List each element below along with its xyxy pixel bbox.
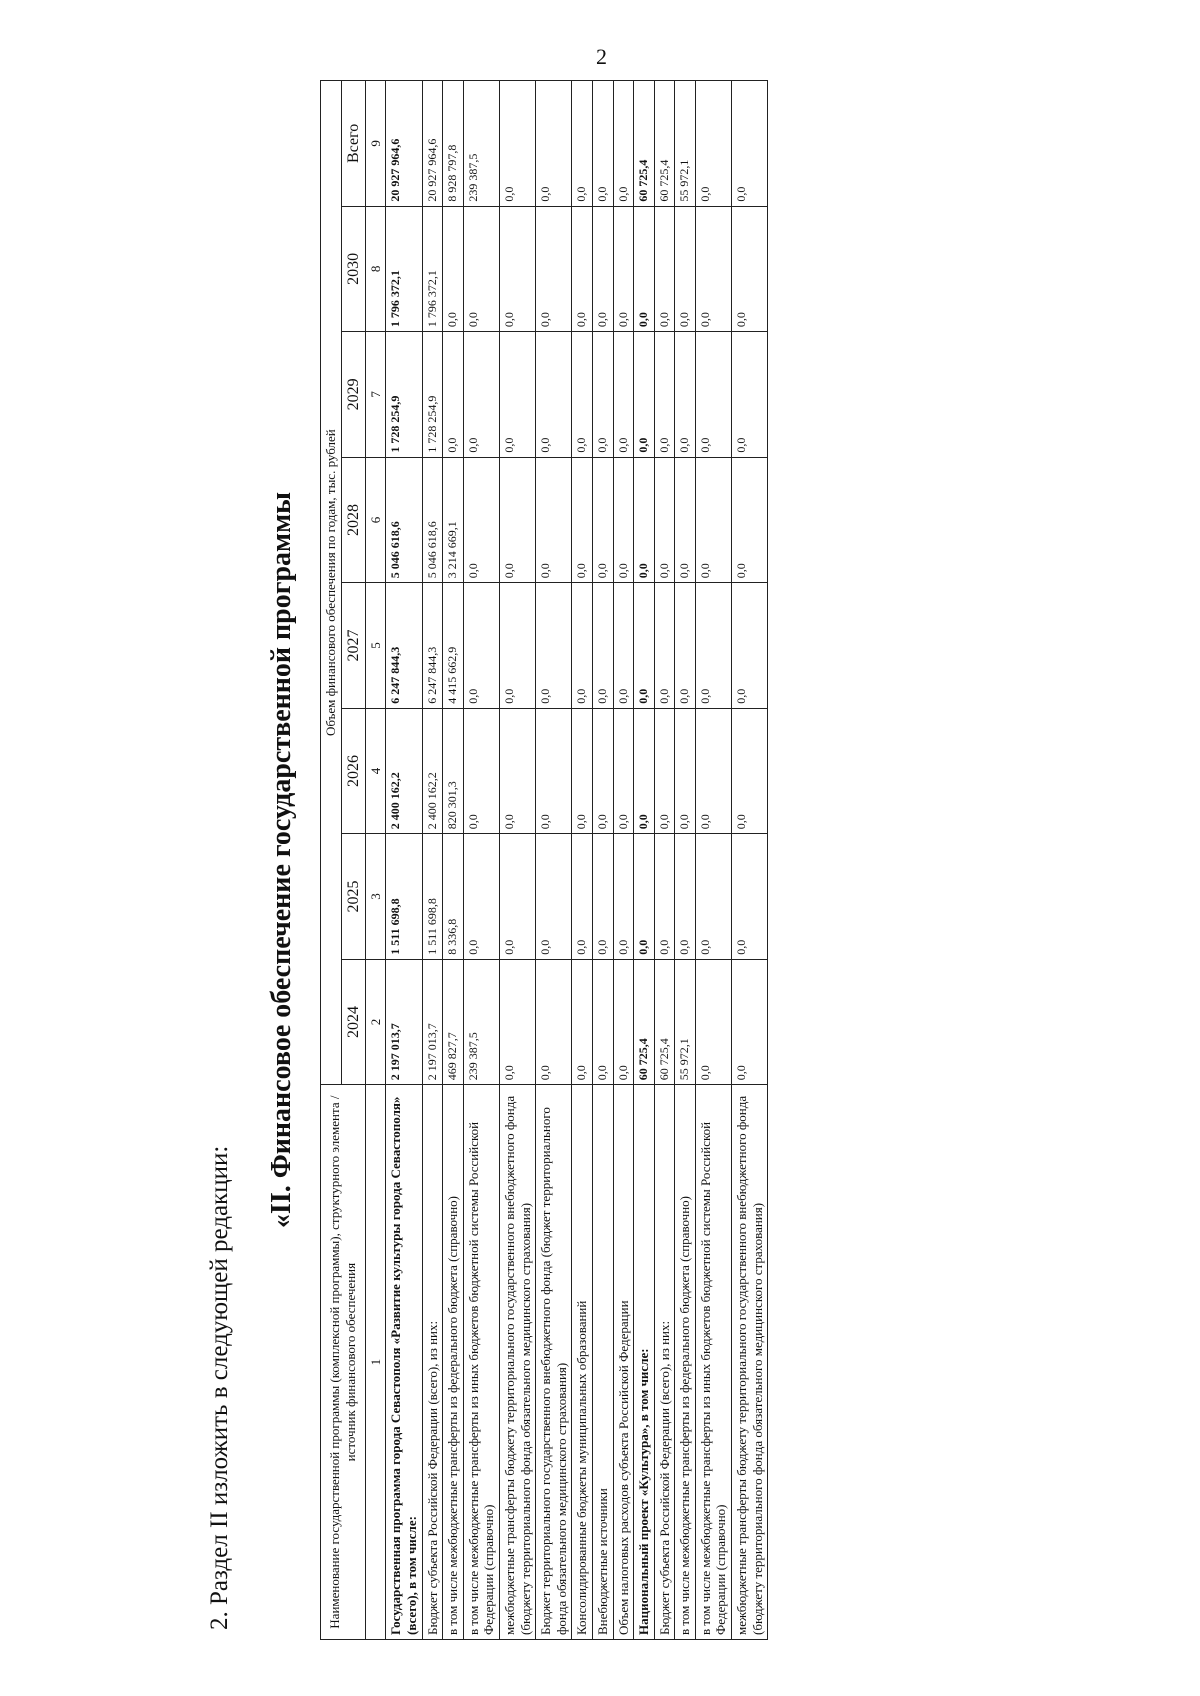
value-cell: 0,0 (536, 457, 572, 583)
value-cell: 0,0 (634, 457, 655, 583)
year-header: Всего (341, 81, 365, 207)
column-number: 2 (365, 959, 386, 1085)
value-cell: 0,0 (572, 708, 593, 834)
column-number: 1 (365, 1085, 386, 1640)
value-cell: 0,0 (536, 708, 572, 834)
value-cell: 0,0 (572, 834, 593, 960)
table-row (463, 81, 499, 1640)
financing-table (320, 80, 768, 1640)
value-cell: 0,0 (499, 834, 535, 960)
value-cell: 820 301,3 (443, 708, 464, 834)
row-name-cell: Бюджет субъекта Российской Федерации (всего), из них: (422, 1085, 443, 1640)
column-number: 9 (365, 81, 386, 207)
value-cell: 0,0 (675, 457, 696, 583)
name-column-header: Наименование государственной программы (комплексной программы), структурного элемента / источник финансового обеспечения (321, 1085, 366, 1640)
value-cell: 20 927 964,6 (386, 81, 422, 207)
value-cell: 0,0 (634, 708, 655, 834)
table-row (572, 81, 593, 1640)
value-cell: 2 400 162,2 (386, 708, 422, 834)
value-cell: 0,0 (613, 959, 634, 1085)
value-cell: 1 728 254,9 (422, 332, 443, 458)
value-cell: 0,0 (443, 206, 464, 332)
value-cell: 0,0 (536, 583, 572, 709)
table-row (536, 81, 572, 1640)
intro-text: 2. Раздел II изложить в следующей редакции: (206, 1145, 233, 1630)
row-name-cell: Консолидированные бюджеты муниципальных образований (572, 1085, 593, 1640)
table-row (675, 81, 696, 1640)
column-number: 8 (365, 206, 386, 332)
table-row (592, 81, 613, 1640)
value-cell: 0,0 (634, 206, 655, 332)
value-cell: 0,0 (654, 332, 675, 458)
year-header: 2026 (341, 708, 365, 834)
value-cell: 60 725,4 (654, 959, 675, 1085)
value-cell: 0,0 (613, 583, 634, 709)
value-cell: 2 197 013,7 (422, 959, 443, 1085)
value-cell: 2 197 013,7 (386, 959, 422, 1085)
value-cell: 0,0 (463, 708, 499, 834)
value-cell: 0,0 (654, 457, 675, 583)
value-cell: 6 247 844,3 (386, 583, 422, 709)
value-cell: 5 046 618,6 (422, 457, 443, 583)
value-cell: 0,0 (613, 834, 634, 960)
value-cell: 0,0 (695, 457, 731, 583)
value-cell: 0,0 (463, 583, 499, 709)
value-cell: 0,0 (592, 834, 613, 960)
value-cell: 0,0 (732, 81, 768, 207)
value-cell: 3 214 669,1 (443, 457, 464, 583)
value-cell: 0,0 (463, 206, 499, 332)
value-cell: 8 928 797,8 (443, 81, 464, 207)
value-cell: 0,0 (732, 457, 768, 583)
row-name-cell: в том числе межбюджетные трансферты из иных бюджетов бюджетной системы Российской Федерации (справочно) (463, 1085, 499, 1640)
row-name-cell: межбюджетные трансферты бюджету территориального государственного внебюджетного фонда (бюджету территориального фонда обязательного медицинского страхования) (732, 1085, 768, 1640)
value-cell: 0,0 (695, 81, 731, 207)
value-cell: 0,0 (592, 708, 613, 834)
value-cell: 0,0 (675, 583, 696, 709)
table-row (443, 81, 464, 1640)
table-row (654, 81, 675, 1640)
value-cell: 1 796 372,1 (386, 206, 422, 332)
rotated-content (200, 80, 1120, 1640)
row-name-cell: межбюджетные трансферты бюджету территориального государственного внебюджетного фонда (бюджету территориального фонда обязательного медицинского страхования) (499, 1085, 535, 1640)
value-cell: 0,0 (572, 332, 593, 458)
value-cell: 0,0 (695, 332, 731, 458)
row-name-cell: Бюджет территориального государственного внебюджетного фонда (бюджет территориального фонда обязательного медицинского страхования) (536, 1085, 572, 1640)
value-cell: 0,0 (572, 583, 593, 709)
value-cell: 0,0 (613, 81, 634, 207)
value-cell: 0,0 (592, 583, 613, 709)
value-cell: 0,0 (572, 81, 593, 207)
value-cell: 5 046 618,6 (386, 457, 422, 583)
row-name-cell: в том числе межбюджетные трансферты из иных бюджетов бюджетной системы Российской Федерации (справочно) (695, 1085, 731, 1640)
value-cell: 55 972,1 (675, 81, 696, 207)
value-cell: 0,0 (536, 332, 572, 458)
year-header: 2024 (341, 959, 365, 1085)
value-cell: 1 511 698,8 (386, 834, 422, 960)
value-cell: 6 247 844,3 (422, 583, 443, 709)
column-number: 4 (365, 708, 386, 834)
table-row (732, 81, 768, 1640)
column-number-row (365, 81, 386, 1640)
table-row (499, 81, 535, 1640)
value-cell: 239 387,5 (463, 81, 499, 207)
value-cell: 60 725,4 (634, 959, 655, 1085)
value-cell: 0,0 (536, 959, 572, 1085)
row-name-cell: Государственная программа города Севастополя «Развитие культуры города Севастополя» (всего), в том числе: (386, 1085, 422, 1640)
value-cell: 0,0 (634, 332, 655, 458)
value-cell: 0,0 (572, 959, 593, 1085)
value-cell: 0,0 (695, 959, 731, 1085)
value-cell: 0,0 (675, 834, 696, 960)
value-cell: 0,0 (536, 834, 572, 960)
row-name-cell: в том числе межбюджетные трансферты из федерального бюджета (справочно) (443, 1085, 464, 1640)
value-cell: 0,0 (613, 206, 634, 332)
row-name-cell: Национальный проект «Культура», в том числе: (634, 1085, 655, 1640)
value-cell: 0,0 (572, 206, 593, 332)
column-number: 7 (365, 332, 386, 458)
value-cell: 0,0 (592, 332, 613, 458)
value-cell: 0,0 (654, 708, 675, 834)
table-row (422, 81, 443, 1640)
value-cell: 0,0 (499, 583, 535, 709)
value-cell: 469 827,7 (443, 959, 464, 1085)
value-cell: 0,0 (675, 708, 696, 834)
value-cell: 1 511 698,8 (422, 834, 443, 960)
value-cell: 0,0 (499, 206, 535, 332)
value-cell: 0,0 (654, 206, 675, 332)
value-cell: 0,0 (536, 206, 572, 332)
value-cell: 0,0 (732, 583, 768, 709)
table-row (634, 81, 655, 1640)
value-cell: 0,0 (634, 834, 655, 960)
value-cell: 0,0 (536, 81, 572, 207)
value-cell: 0,0 (592, 81, 613, 207)
financing-group-header: Объем финансового обеспечения по годам, тыс. рублей (321, 81, 342, 1085)
column-number: 6 (365, 457, 386, 583)
table-row (695, 81, 731, 1640)
year-header: 2027 (341, 583, 365, 709)
value-cell: 0,0 (443, 332, 464, 458)
year-header: 2029 (341, 332, 365, 458)
value-cell: 0,0 (572, 457, 593, 583)
row-name-cell: Объем налоговых расходов субъекта Российской Федерации (613, 1085, 634, 1640)
value-cell: 2 400 162,2 (422, 708, 443, 834)
row-name-cell: в том числе межбюджетные трансферты из федерального бюджета (справочно) (675, 1085, 696, 1640)
value-cell: 0,0 (695, 708, 731, 834)
table-row (386, 81, 422, 1640)
row-name-cell: Бюджет субъекта Российской Федерации (всего), из них: (654, 1085, 675, 1640)
value-cell: 0,0 (654, 583, 675, 709)
value-cell: 0,0 (499, 81, 535, 207)
value-cell: 1 796 372,1 (422, 206, 443, 332)
value-cell: 0,0 (732, 206, 768, 332)
value-cell: 0,0 (499, 457, 535, 583)
value-cell: 0,0 (695, 583, 731, 709)
page-number: 2 (596, 44, 607, 69)
value-cell: 0,0 (463, 834, 499, 960)
value-cell: 0,0 (592, 959, 613, 1085)
value-cell: 0,0 (613, 457, 634, 583)
value-cell: 0,0 (613, 708, 634, 834)
value-cell: 0,0 (732, 834, 768, 960)
value-cell: 0,0 (499, 708, 535, 834)
value-cell: 0,0 (463, 457, 499, 583)
value-cell: 0,0 (654, 834, 675, 960)
value-cell: 0,0 (675, 206, 696, 332)
value-cell: 55 972,1 (675, 959, 696, 1085)
value-cell: 0,0 (695, 206, 731, 332)
section-title: «II. Финансовое обеспечение государственной программы (266, 491, 297, 1229)
value-cell: 0,0 (499, 959, 535, 1085)
value-cell: 20 927 964,6 (422, 81, 443, 207)
value-cell: 1 728 254,9 (386, 332, 422, 458)
value-cell: 8 336,8 (443, 834, 464, 960)
value-cell: 0,0 (732, 959, 768, 1085)
value-cell: 0,0 (463, 332, 499, 458)
column-number: 5 (365, 583, 386, 709)
value-cell: 0,0 (592, 457, 613, 583)
row-name-cell: Внебюджетные источники (592, 1085, 613, 1640)
value-cell: 0,0 (695, 834, 731, 960)
value-cell: 0,0 (732, 708, 768, 834)
column-number: 3 (365, 834, 386, 960)
value-cell: 0,0 (613, 332, 634, 458)
value-cell: 0,0 (732, 332, 768, 458)
value-cell: 0,0 (499, 332, 535, 458)
table-row (613, 81, 634, 1640)
value-cell: 0,0 (634, 583, 655, 709)
year-header: 2030 (341, 206, 365, 332)
value-cell: 60 725,4 (654, 81, 675, 207)
value-cell: 4 415 662,9 (443, 583, 464, 709)
year-header: 2025 (341, 834, 365, 960)
value-cell: 60 725,4 (634, 81, 655, 207)
year-header: 2028 (341, 457, 365, 583)
value-cell: 0,0 (592, 206, 613, 332)
table-body (386, 81, 768, 1640)
value-cell: 239 387,5 (463, 959, 499, 1085)
value-cell: 0,0 (675, 332, 696, 458)
